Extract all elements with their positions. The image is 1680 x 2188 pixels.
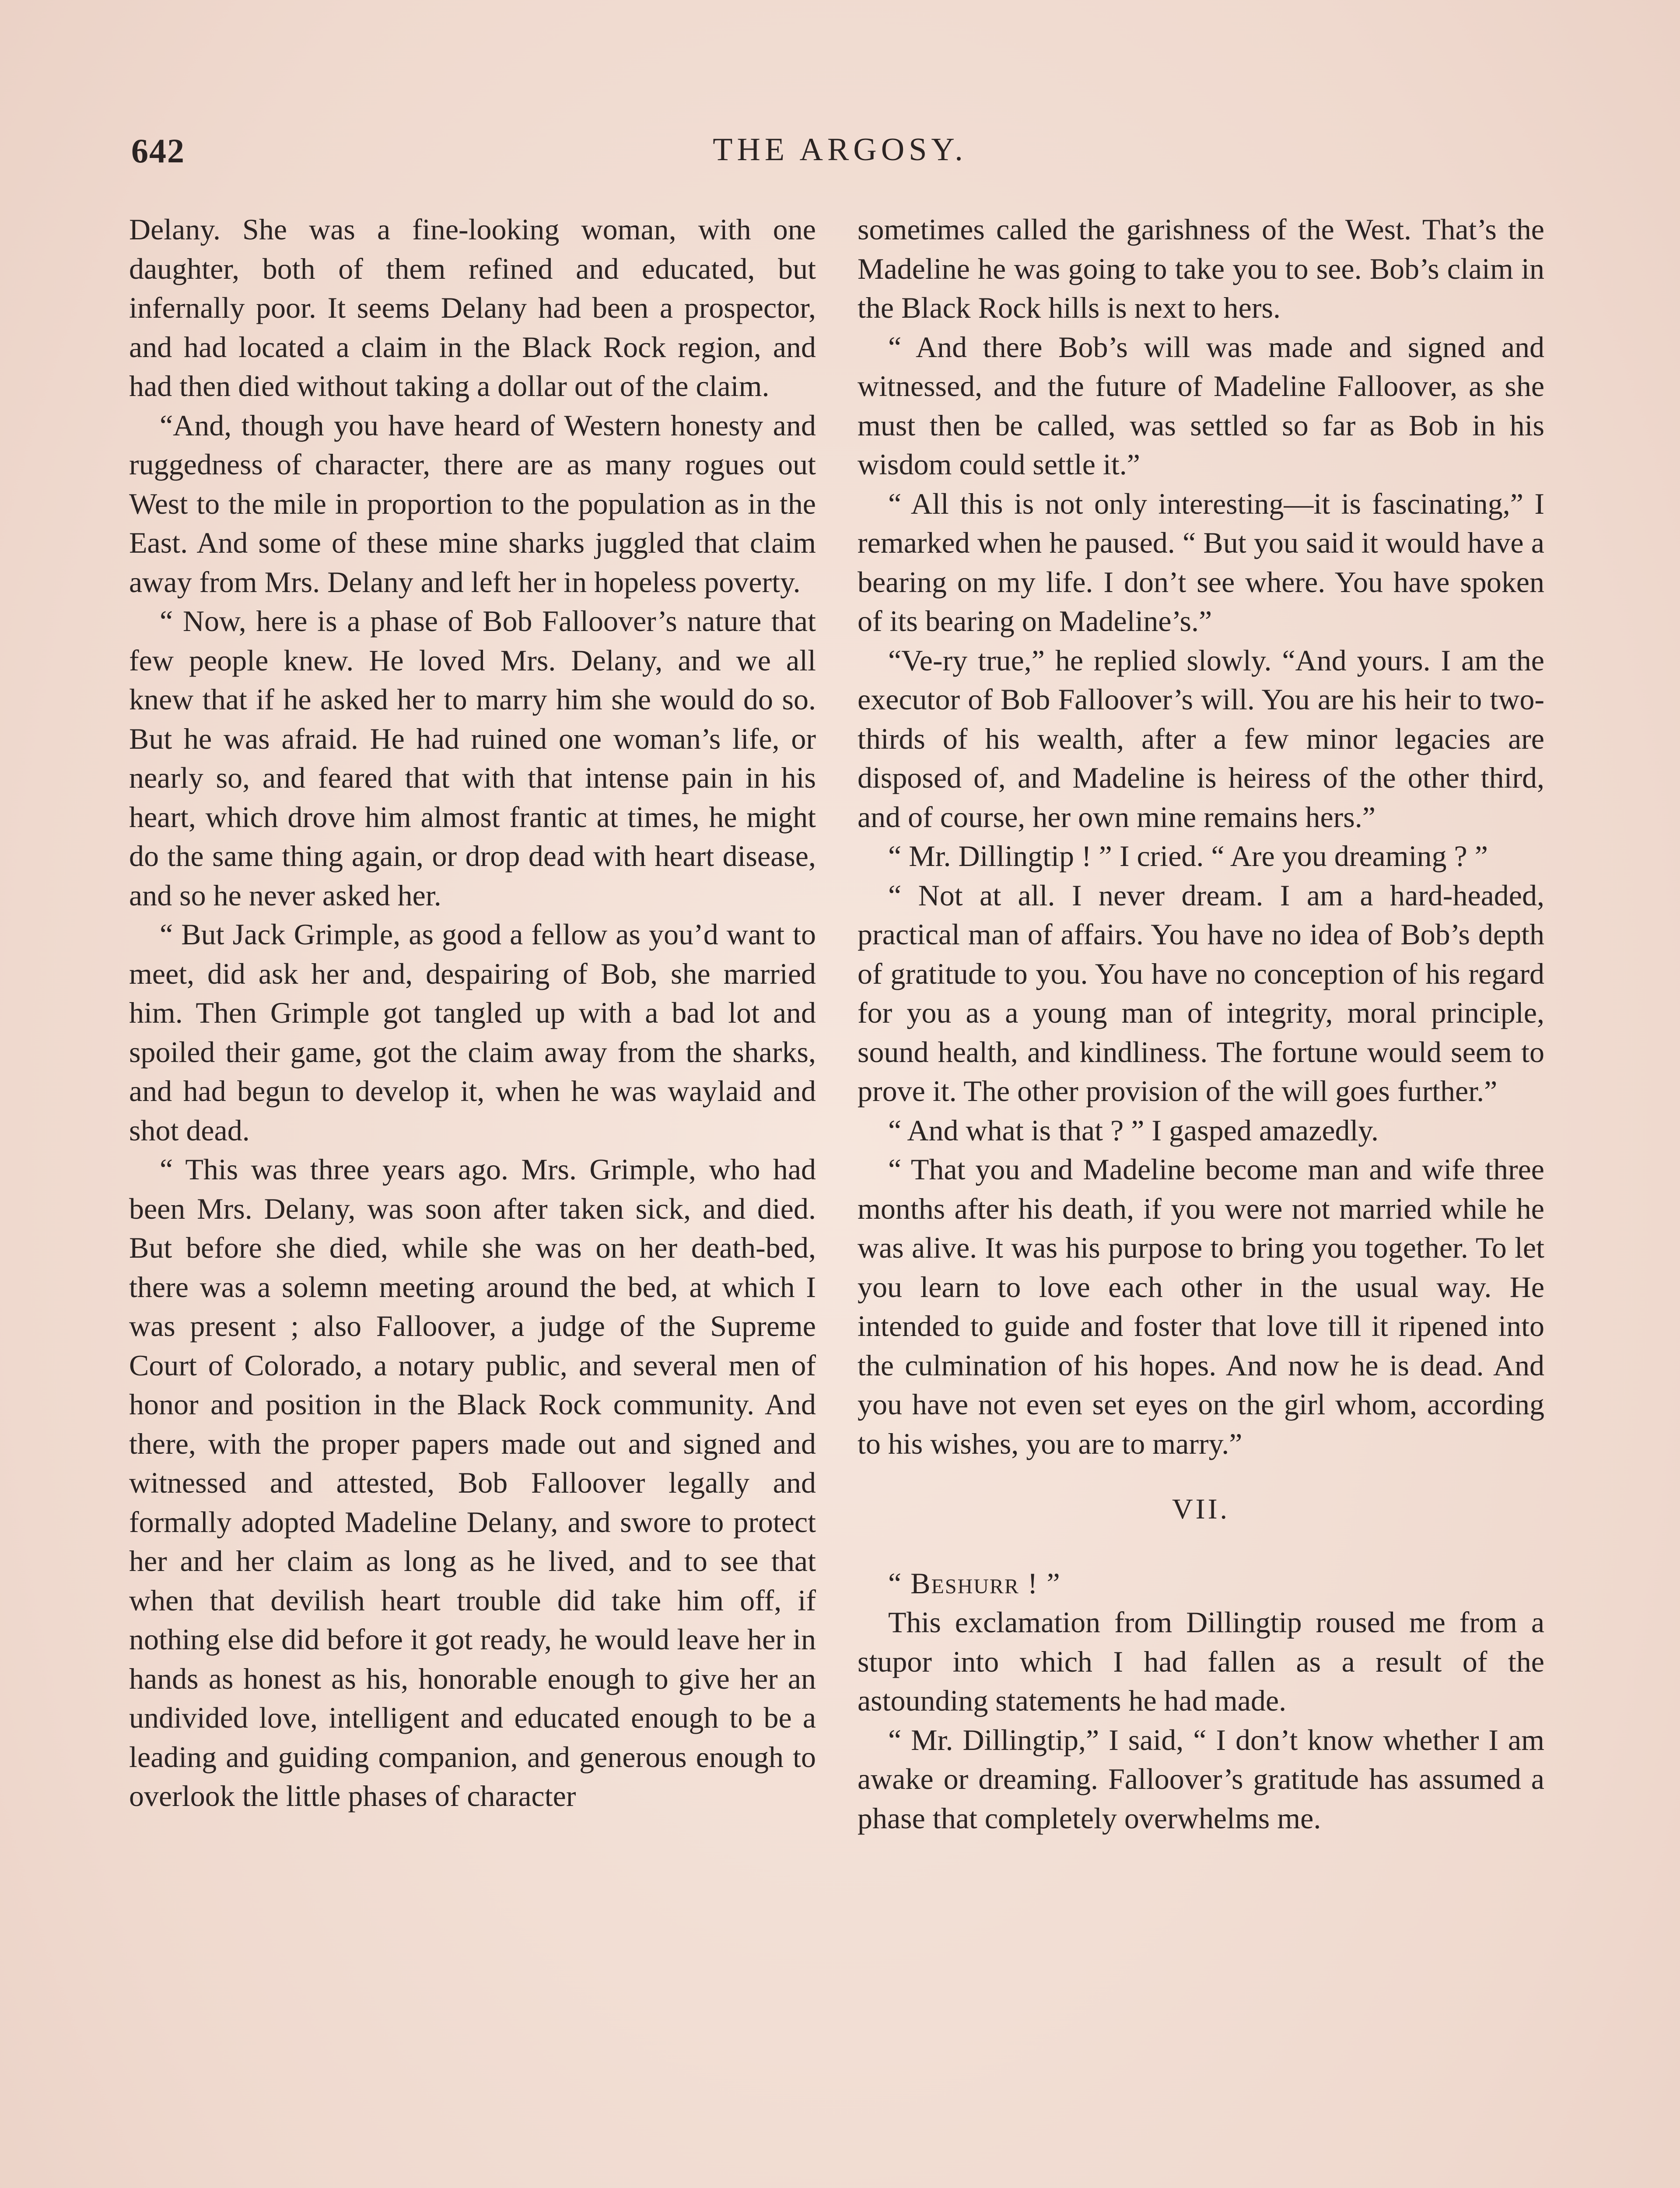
page-number: 642 <box>131 132 185 170</box>
paragraph: “ Mr. Dillingtip,” I said, “ I don’t know whether I am awake or dreaming. Falloover’s gratitude has assumed a phase that completely overwhelms me. <box>858 1723 1544 1835</box>
paragraph: This exclamation from Dillingtip roused me from a stupor into which I had fallen as a result of the astounding statements he had made. <box>858 1606 1544 1717</box>
paragraph: “ Not at all. I never dream. I am a hard-headed, practical man of affairs. You have no idea of Bob’s depth of gratitude to you. You have no conception of his regard for you as a young man of integrity, moral principle, sound health, and kindliness. The fortune would seem to prove it. The other provision of the will goes further.” <box>858 878 1544 1108</box>
paragraph: “ And what is that ? ” I gasped amazedly. <box>888 1113 1379 1147</box>
paragraph: “ Mr. Dillingtip ! ” I cried. “ Are you dreaming ? ” <box>888 839 1488 873</box>
paragraph: “ Now, here is a phase of Bob Falloover’s nature that few people knew. He loved Mrs. Delany, and we all knew that if he asked her to marry him she would do so. But he was afraid. He had ruined one woman’s life, or nearly so, and feared that with that intense pain in his heart, which drove him almost frantic at times, he might do the same thing again, or drop dead with heart disease, and so he never asked her. <box>129 604 816 912</box>
left-column <box>129 210 816 1816</box>
paragraph: “ That you and Madeline become man and wife three months after his death, if you were not married while he was alive. It was his purpose to bring you together. To let you learn to love each other in the usual way. He intended to guide and foster that love till it ripened into the culmination of his hopes. And now he is dead. And you have not even set eyes on the girl whom, according to his wishes, you are to marry.” <box>858 1153 1544 1460</box>
right-column <box>858 210 1544 1838</box>
paragraph: sometimes called the garishness of the West. That’s the Madeline he was going to take you to see. Bob’s claim in the Black Rock hills is next to hers. <box>858 213 1544 324</box>
paragraph: Delany. She was a fine-looking woman, with one daughter, both of them refined and educated, but infernally poor. It seems Delany had been a prospector, and had located a claim in the Black Rock region, and had then died without taking a dollar out of the claim. <box>129 213 816 403</box>
paragraph: “Ve-ry true,” he replied slowly. “And yours. I am the executor of Bob Falloover’s will. You are his heir to two-thirds of his wealth, after a few minor legacies are disposed of, and Madeline is heiress of the other third, and of course, her own mine remains hers.” <box>858 643 1544 834</box>
paragraph: “ Beshurr ! ” <box>888 1566 1061 1600</box>
running-title: THE ARGOSY. <box>713 132 967 168</box>
paragraph: “And, though you have heard of Western honesty and ruggedness of character, there are as many rogues out West to the mile in proportion to the population as in the East. And some of these mine sharks juggled that claim away from Mrs. Delany and left her in hopeless poverty. <box>129 408 816 599</box>
section-heading: VII. <box>1172 1493 1230 1525</box>
paragraph: “ All this is not only interesting—it is fascinating,” I remarked when he paused. “ But you said it would have a bearing on my life. I don’t see where. You have spoken of its bearing on Madeline’s.” <box>858 487 1544 638</box>
paragraph: “ This was three years ago. Mrs. Grimple, who had been Mrs. Delany, was soon after taken sick, and died. But before she died, while she was on her death-bed, there was a solemn meeting around the bed, at which I was present ; also Falloover, a judge of the Supreme Court of Colorado, a notary public, and several men of honor and position in the Black Rock community. And there, with the proper papers made out and signed and witnessed and attested, Bob Falloover legally and formally adopted Madeline Delany, and swore to protect her and her claim as long as he lived, and to see that when that devilish heart trouble did take him off, if nothing else did before it got ready, he would leave her in hands as honest as his, honorable enough to give her an undivided love, intelligent and educated enough to be a leading and guiding companion, and generous enough to overlook the little phases of character <box>129 1153 816 1813</box>
paragraph: “ But Jack Grimple, as good a fellow as you’d want to meet, did ask her and, despairing of Bob, she married him. Then Grimple got tangled up with a bad lot and spoiled their game, got the claim away from the sharks, and had begun to develop it, when he was waylaid and shot dead. <box>129 918 816 1147</box>
page-header <box>131 131 1549 184</box>
paragraph: “ And there Bob’s will was made and signed and witnessed, and the future of Madeline Falloover, as she must then be called, was settled so far as Bob in his wisdom could settle it.” <box>858 330 1544 481</box>
